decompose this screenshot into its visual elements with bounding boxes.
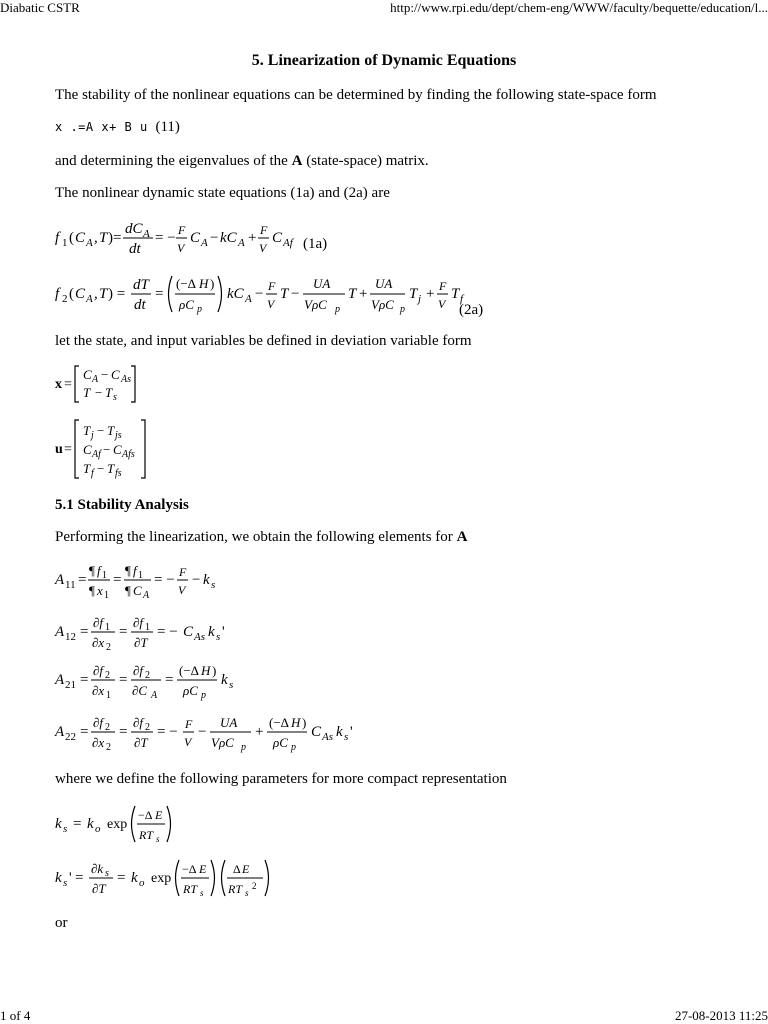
paragraph-eigenvalues-pre: and determining the eigenvalues of the	[55, 153, 292, 169]
svg-text:)=: )=	[108, 230, 122, 246]
print-header-url: http://www.rpi.edu/dept/chem-eng/WWW/faculty/bequette/education/l...	[390, 0, 768, 15]
svg-text:1: 1	[106, 690, 111, 701]
state-vector-x	[55, 364, 195, 404]
svg-text:∂T: ∂T	[134, 735, 148, 750]
svg-text:−: −	[97, 461, 105, 476]
svg-text:,: ,	[94, 230, 98, 246]
svg-text:−Δ: −Δ	[138, 808, 153, 822]
input-vector-u	[55, 418, 215, 480]
svg-text:A: A	[55, 724, 65, 740]
svg-text:=: =	[64, 377, 72, 392]
svg-text:As: As	[121, 374, 131, 385]
svg-text:C: C	[83, 442, 92, 457]
svg-text:−: −	[210, 230, 219, 246]
svg-text:1: 1	[105, 622, 110, 633]
svg-text:E: E	[155, 808, 163, 822]
svg-text:=: =	[80, 624, 89, 640]
svg-text:dC: dC	[125, 221, 143, 237]
svg-text:= −: = −	[157, 624, 178, 640]
svg-text:): )	[210, 276, 215, 291]
paragraph-or: or	[55, 915, 68, 931]
svg-text:¶: ¶	[125, 583, 131, 598]
svg-text:exp: exp	[151, 871, 172, 886]
svg-text:o: o	[139, 877, 145, 889]
svg-text:RT: RT	[228, 882, 243, 896]
svg-text:=: =	[75, 870, 84, 886]
svg-text:=: =	[117, 870, 126, 886]
svg-text:H: H	[199, 276, 209, 291]
svg-text:k: k	[131, 870, 138, 886]
svg-text:s: s	[245, 888, 249, 898]
svg-text:2: 2	[106, 742, 111, 753]
svg-text:(−Δ: (−Δ	[269, 715, 290, 730]
svg-text:RT: RT	[183, 882, 198, 896]
svg-text:∂x: ∂x	[92, 635, 105, 650]
svg-text:T: T	[83, 461, 91, 476]
svg-text:Afs: Afs	[122, 449, 135, 460]
svg-text:kC: kC	[227, 286, 244, 302]
svg-text:C: C	[272, 230, 283, 246]
svg-text:1: 1	[145, 622, 150, 633]
svg-text:−: −	[255, 286, 264, 302]
svg-text:s: s	[156, 834, 160, 844]
svg-text:s: s	[105, 868, 109, 879]
svg-text:−: −	[97, 423, 105, 438]
svg-text:∂x: ∂x	[92, 735, 105, 750]
svg-text:22: 22	[65, 731, 76, 743]
svg-text:1: 1	[104, 590, 109, 601]
svg-text:=: =	[155, 286, 164, 302]
svg-text:fs: fs	[115, 468, 122, 479]
svg-text:kC: kC	[220, 230, 237, 246]
svg-text:∂T: ∂T	[92, 881, 106, 896]
svg-text:V: V	[184, 735, 192, 749]
svg-text:T: T	[105, 385, 113, 400]
svg-text:F: F	[268, 279, 276, 293]
svg-text:∂T: ∂T	[134, 635, 148, 650]
svg-text:j: j	[418, 293, 422, 305]
svg-text:∂f: ∂f	[93, 715, 104, 730]
svg-text:∂C: ∂C	[132, 683, 148, 698]
svg-text:T: T	[107, 461, 115, 476]
state-space-expression: x .=A x+ B u	[55, 120, 148, 134]
paragraph-intro: The stability of the nonlinear equations can be determined by finding the following state-space form	[55, 87, 657, 103]
svg-text:k: k	[336, 724, 343, 740]
svg-text:Af: Af	[92, 449, 101, 460]
svg-text:T: T	[348, 286, 357, 302]
print-footer-page: 1 of 4	[0, 1008, 31, 1023]
svg-text:s: s	[63, 823, 68, 835]
svg-text:+: +	[248, 230, 257, 246]
svg-text:f: f	[55, 286, 60, 302]
paragraph-deviation-variables: let the state, and input variables be defined in deviation variable form	[55, 333, 472, 349]
svg-text:2: 2	[105, 670, 110, 681]
svg-text:=: =	[119, 672, 128, 688]
svg-text:= −: = −	[154, 572, 175, 588]
svg-text:s: s	[211, 579, 216, 591]
svg-text:V: V	[267, 297, 275, 311]
equation-a22	[55, 712, 395, 756]
svg-text:2: 2	[106, 642, 111, 653]
svg-text:A: A	[86, 293, 93, 305]
svg-text:E: E	[199, 862, 207, 876]
svg-text:p: p	[291, 742, 296, 753]
svg-text:,: ,	[94, 286, 98, 302]
svg-text:=: =	[165, 672, 174, 688]
svg-text:(: (	[69, 230, 74, 246]
svg-text:p: p	[241, 742, 246, 753]
svg-text:+: +	[359, 286, 368, 302]
equation-1a	[55, 212, 355, 260]
svg-text:=: =	[73, 816, 82, 832]
svg-text:f: f	[460, 293, 464, 305]
svg-text:=: =	[113, 572, 122, 588]
svg-text:2: 2	[145, 670, 150, 681]
svg-text:A: A	[55, 624, 65, 640]
svg-text:∂k: ∂k	[91, 861, 104, 876]
print-header-title: Diabatic CSTR	[0, 0, 80, 15]
svg-text:A: A	[201, 237, 208, 249]
svg-text:': '	[69, 870, 72, 886]
svg-text:A: A	[55, 572, 65, 588]
svg-text:¶: ¶	[125, 563, 131, 578]
matrix-a-bold-2: A	[456, 529, 468, 545]
svg-text:−: −	[95, 385, 103, 400]
svg-text:VρC: VρC	[371, 297, 394, 312]
svg-text:C: C	[111, 367, 120, 382]
svg-text:Af: Af	[283, 237, 293, 249]
svg-text:s: s	[200, 888, 204, 898]
svg-text:T: T	[409, 286, 418, 302]
print-footer-datetime: 27-08-2013 11:25	[674, 1008, 768, 1023]
svg-text:k: k	[55, 816, 62, 832]
svg-text:x: x	[55, 377, 62, 392]
equation-number-11: (11)	[155, 119, 180, 135]
svg-text:k: k	[208, 624, 215, 640]
svg-text:¶: ¶	[89, 583, 95, 598]
svg-text:C: C	[183, 624, 194, 640]
svg-text:¶: ¶	[89, 563, 95, 578]
svg-text:T: T	[99, 286, 108, 302]
svg-text:= −: = −	[155, 230, 176, 246]
svg-text:−Δ: −Δ	[182, 862, 197, 876]
svg-text:s: s	[113, 392, 117, 403]
svg-text:2: 2	[105, 722, 110, 733]
svg-text:1: 1	[102, 570, 107, 581]
svg-text:=: =	[80, 724, 89, 740]
svg-text:u: u	[55, 442, 63, 457]
svg-text:2: 2	[145, 722, 150, 733]
svg-text:C: C	[133, 583, 142, 598]
svg-text:H: H	[291, 715, 301, 730]
svg-text:x: x	[97, 583, 103, 598]
equation-ks-prime	[55, 854, 335, 906]
svg-text:A: A	[143, 590, 150, 601]
svg-text:p: p	[400, 304, 405, 315]
svg-text:+: +	[255, 724, 264, 740]
svg-text:p: p	[335, 304, 340, 315]
svg-text:A: A	[143, 228, 150, 240]
svg-text:Δ: Δ	[233, 862, 241, 876]
svg-text:T: T	[83, 385, 91, 400]
matrix-a-bold: A	[291, 153, 303, 169]
svg-text:s: s	[229, 679, 234, 691]
svg-text:As: As	[194, 631, 205, 643]
svg-text:F: F	[439, 279, 447, 293]
svg-text:) =: ) =	[108, 286, 126, 302]
svg-text:A: A	[92, 374, 99, 385]
svg-text:f: f	[55, 230, 60, 246]
svg-text:RT: RT	[139, 828, 154, 842]
svg-text:E: E	[242, 862, 250, 876]
equation-a11	[55, 560, 275, 604]
svg-text:(−Δ: (−Δ	[179, 663, 200, 678]
svg-text:VρC: VρC	[211, 735, 234, 750]
state-space-equation	[55, 118, 180, 136]
svg-text:T: T	[99, 230, 108, 246]
svg-text:ρC: ρC	[273, 735, 288, 750]
svg-text:=: =	[78, 572, 87, 588]
svg-text:A: A	[238, 237, 245, 249]
svg-text:s: s	[344, 731, 349, 743]
svg-text:A: A	[245, 293, 252, 305]
svg-text:F: F	[185, 717, 193, 731]
svg-text:2: 2	[252, 881, 257, 891]
paragraph-linearization-pre: Performing the linearization, we obtain the following elements for	[55, 529, 457, 545]
svg-text:=: =	[119, 724, 128, 740]
svg-text:C: C	[190, 230, 201, 246]
svg-text:VρC: VρC	[304, 297, 327, 312]
svg-text:UA: UA	[375, 276, 393, 291]
svg-text:A: A	[86, 237, 93, 249]
svg-text:∂f: ∂f	[93, 615, 104, 630]
svg-text:p: p	[197, 304, 202, 315]
svg-text:11: 11	[65, 579, 76, 591]
svg-text:V: V	[438, 297, 446, 311]
svg-text:C: C	[83, 367, 92, 382]
svg-text:k: k	[87, 816, 94, 832]
svg-text:C: C	[75, 286, 86, 302]
paragraph-eigenvalues	[55, 152, 429, 170]
svg-text:T: T	[107, 423, 115, 438]
svg-text:−: −	[103, 442, 111, 457]
svg-text:∂f: ∂f	[93, 663, 104, 678]
svg-text:∂f: ∂f	[133, 615, 144, 630]
svg-text:dT: dT	[133, 277, 149, 293]
svg-text:A: A	[151, 690, 158, 701]
svg-text:s: s	[63, 877, 68, 889]
svg-text:ρC: ρC	[183, 683, 198, 698]
section-title: 5. Linearization of Dynamic Equations	[251, 52, 517, 69]
svg-text:T: T	[280, 286, 289, 302]
svg-text:exp: exp	[107, 817, 128, 832]
svg-text:V: V	[177, 241, 185, 255]
svg-text:C: C	[75, 230, 86, 246]
svg-text:2: 2	[62, 293, 68, 305]
svg-text:=: =	[119, 624, 128, 640]
svg-text:': '	[222, 624, 225, 640]
svg-text:1: 1	[138, 570, 143, 581]
svg-text:As: As	[322, 731, 333, 743]
svg-text:C: C	[311, 724, 322, 740]
subsection-title: 5.1 Stability Analysis	[55, 497, 189, 513]
svg-text:T: T	[451, 286, 460, 302]
svg-text:): )	[212, 663, 217, 678]
equation-2a	[55, 272, 535, 320]
svg-text:=: =	[80, 672, 89, 688]
svg-text:V: V	[259, 241, 267, 255]
svg-text:∂f: ∂f	[133, 715, 144, 730]
svg-text:(−Δ: (−Δ	[176, 276, 197, 291]
svg-text:C: C	[113, 442, 122, 457]
paragraph-eigenvalues-post: (state-space) matrix.	[302, 153, 429, 169]
svg-text:o: o	[95, 823, 101, 835]
svg-text:': '	[350, 724, 353, 740]
svg-text:T: T	[83, 423, 91, 438]
paragraph-linearization	[55, 528, 467, 546]
svg-text:js: js	[115, 430, 122, 441]
svg-text:F: F	[179, 565, 187, 579]
svg-text:12: 12	[65, 631, 76, 643]
equation-number-2a: (2a)	[459, 302, 484, 318]
svg-text:ρC: ρC	[179, 297, 194, 312]
paragraph-state-equations: The nonlinear dynamic state equations (1a) and (2a) are	[55, 185, 390, 201]
svg-text:k: k	[221, 672, 228, 688]
svg-text:): )	[302, 715, 307, 730]
svg-text:+: +	[426, 286, 435, 302]
svg-text:s: s	[216, 631, 221, 643]
svg-text:∂f: ∂f	[133, 663, 144, 678]
svg-text:F: F	[260, 223, 268, 237]
svg-text:= −: = −	[157, 724, 178, 740]
svg-text:p: p	[201, 690, 206, 701]
svg-text:=: =	[64, 442, 72, 457]
svg-text:f: f	[133, 563, 137, 578]
svg-text:dt: dt	[134, 297, 146, 313]
svg-text:f: f	[91, 468, 94, 479]
svg-text:dt: dt	[129, 241, 141, 257]
svg-text:A: A	[55, 672, 65, 688]
svg-text:−: −	[192, 572, 201, 588]
svg-text:−: −	[291, 286, 300, 302]
equation-ks	[55, 800, 255, 848]
svg-text:−: −	[198, 724, 207, 740]
svg-text:21: 21	[65, 679, 76, 691]
svg-text:(: (	[69, 286, 74, 302]
svg-text:H: H	[201, 663, 211, 678]
svg-text:1: 1	[62, 237, 68, 249]
svg-text:j: j	[91, 430, 94, 441]
svg-text:UA: UA	[313, 276, 331, 291]
svg-text:V: V	[178, 583, 186, 597]
equation-number-1a: (1a)	[303, 236, 328, 252]
svg-text:∂x: ∂x	[92, 683, 105, 698]
svg-text:f: f	[97, 563, 101, 578]
svg-text:k: k	[203, 572, 210, 588]
equation-a12	[55, 612, 275, 656]
svg-text:UA: UA	[220, 715, 238, 730]
svg-text:k: k	[55, 870, 62, 886]
svg-text:−: −	[101, 367, 109, 382]
paragraph-parameters: where we define the following parameters for more compact representation	[55, 771, 507, 787]
svg-text:F: F	[178, 223, 186, 237]
equation-a21	[55, 660, 275, 704]
